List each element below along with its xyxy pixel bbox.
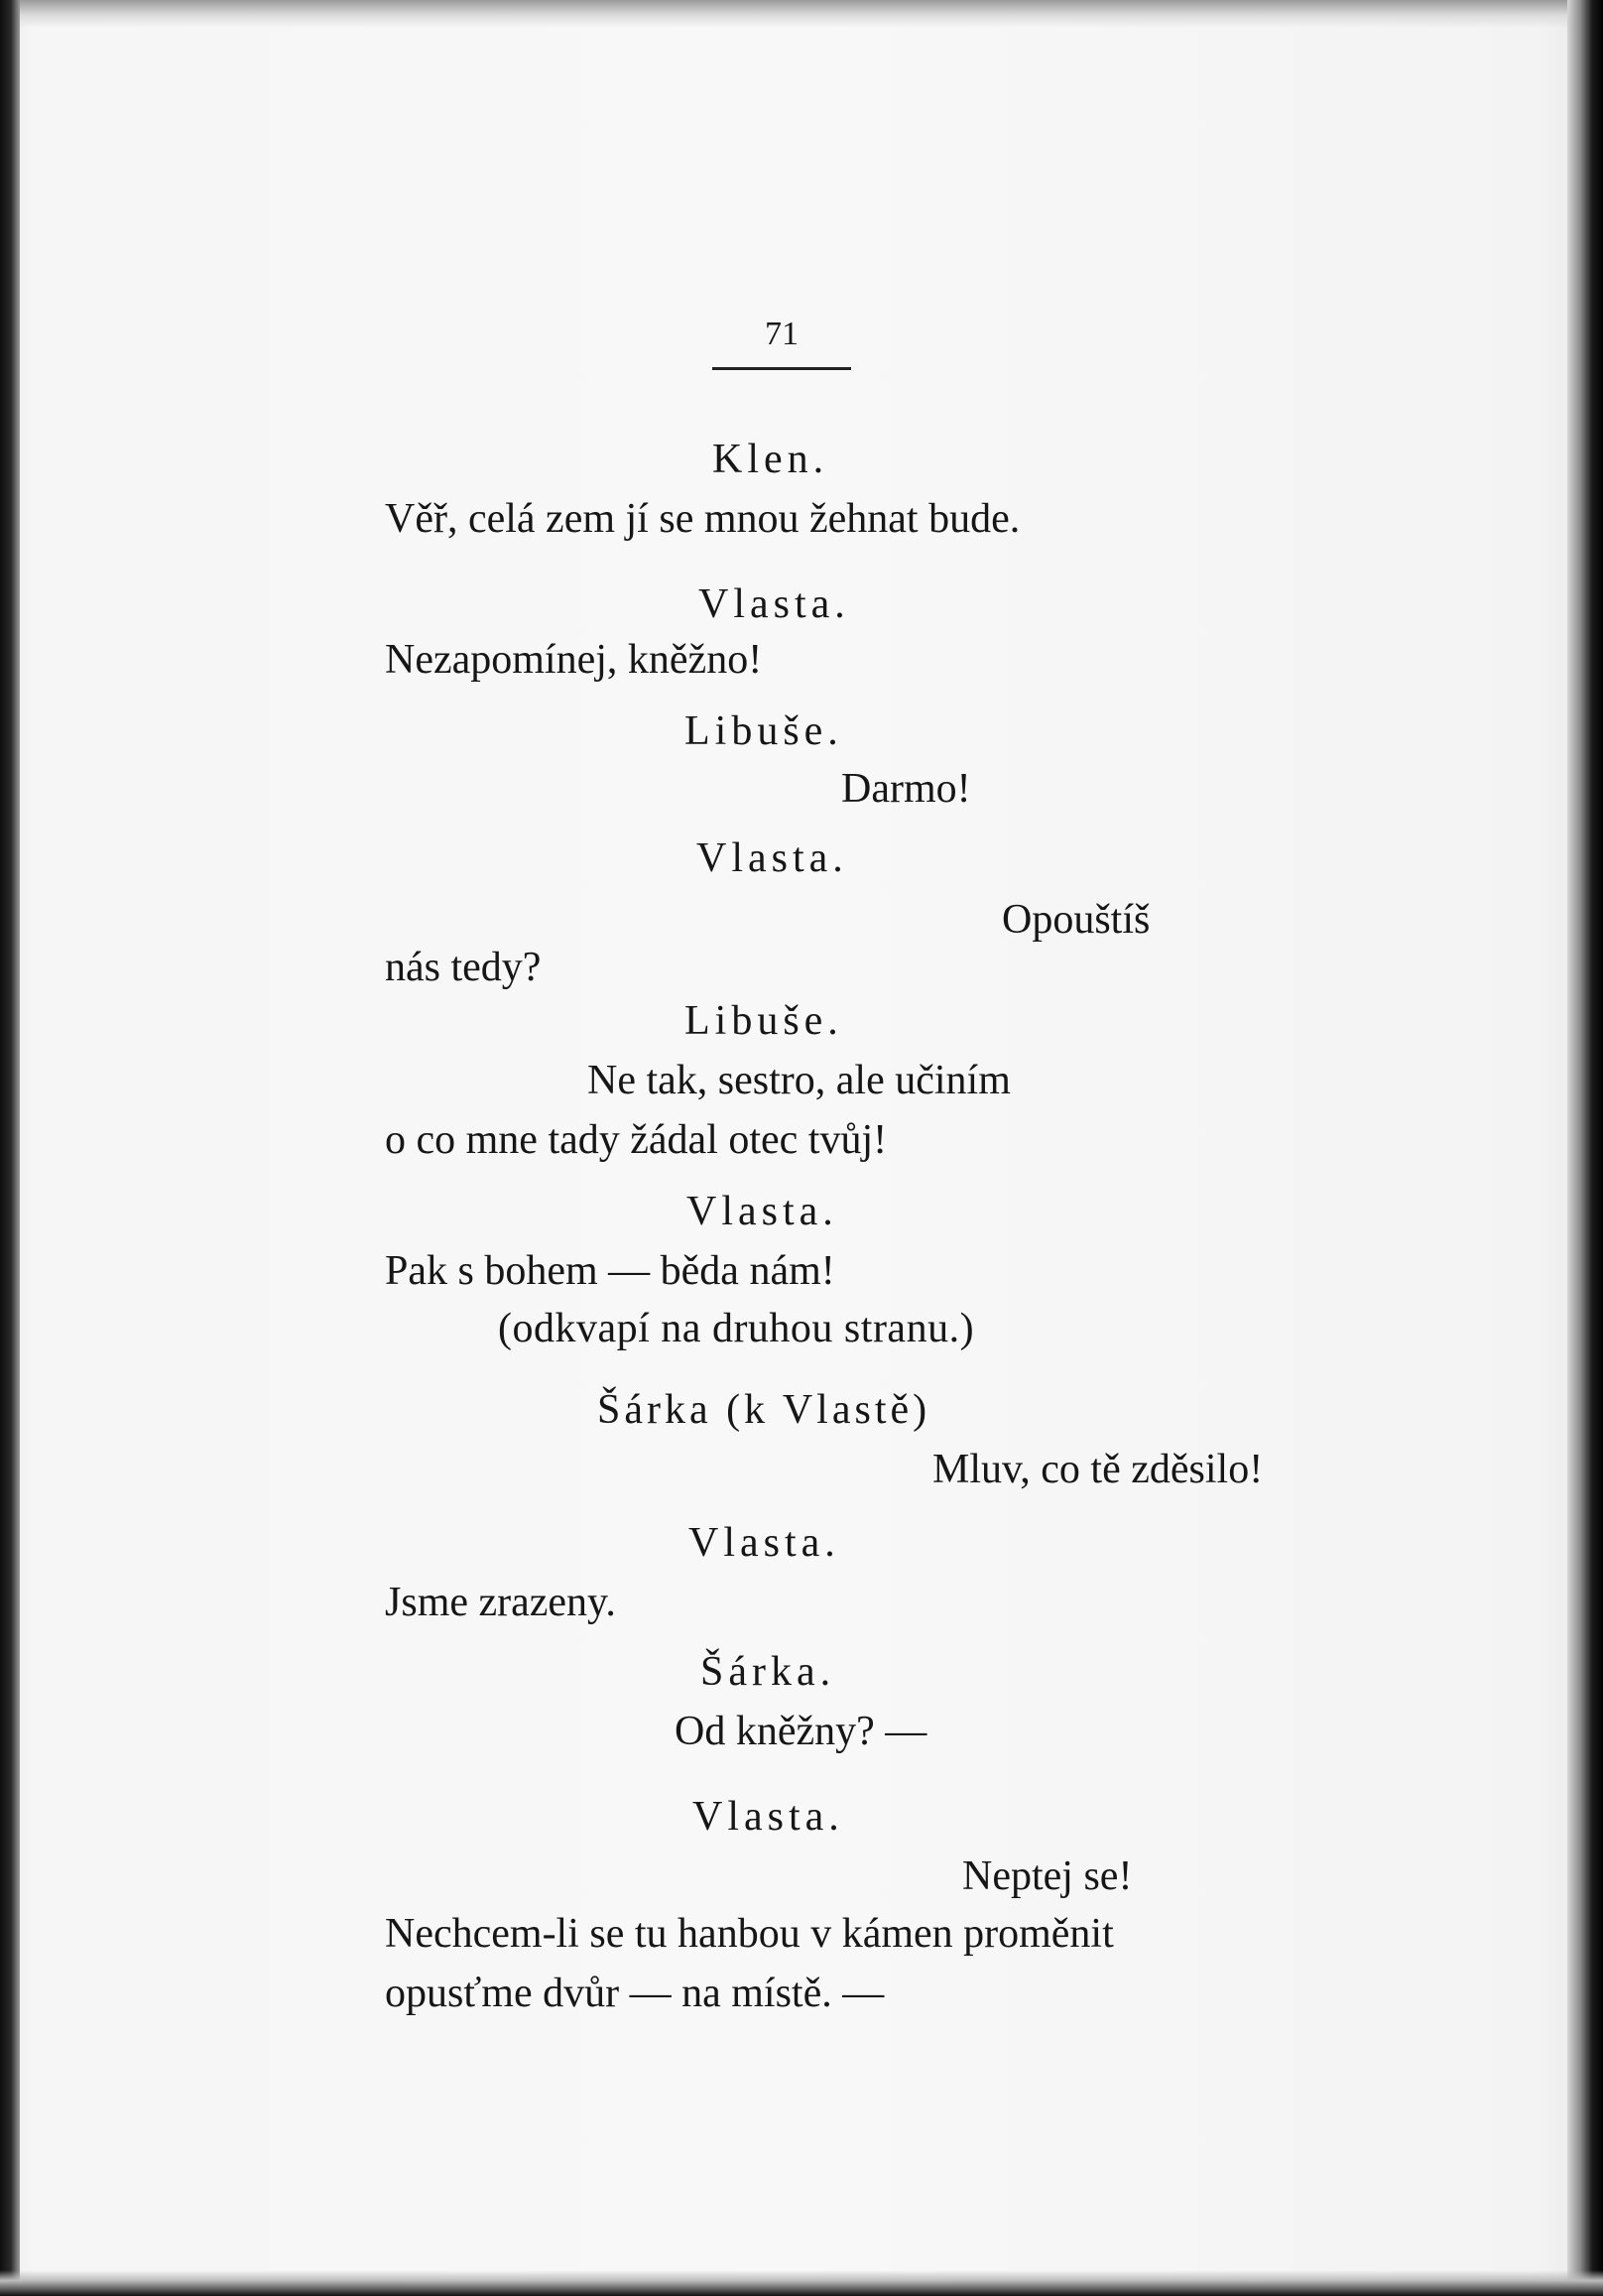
stage-direction: (odkvapí na druhou stranu.) <box>498 1306 975 1351</box>
page-number-rule <box>712 367 851 370</box>
dialogue-line: Jsme zrazeny. <box>385 1580 616 1625</box>
dialogue-line: o co mne tady žádal otec tvůj! <box>385 1117 888 1163</box>
dialogue-line: Pak s bohem — běda nám! <box>385 1248 835 1294</box>
page-number: 71 <box>765 316 799 352</box>
speaker-name: Vlasta. <box>692 1794 844 1840</box>
dialogue-line: nás tedy? <box>385 945 542 990</box>
dialogue-line: Od kněžny? — <box>675 1709 927 1754</box>
speaker-name: Šárka. <box>700 1649 836 1695</box>
dialogue-line: Nezapomínej, kněžno! <box>385 637 763 683</box>
speaker-name: Šárka (k Vlastě) <box>597 1387 931 1433</box>
dialogue-line: Věř, celá zem jí se mnou žehnat bude. <box>385 496 1021 542</box>
dialogue-line: Opouštíš <box>1002 897 1151 943</box>
speaker-name: Vlasta. <box>686 1189 838 1234</box>
dialogue-line: Nechcem-li se tu hanbou v kámen proměnit <box>385 1911 1114 1957</box>
speaker-name: Vlasta. <box>688 1520 840 1566</box>
dialogue-line: Mluv, co tě zděsilo! <box>932 1447 1264 1492</box>
page-top-shadow <box>20 0 1567 28</box>
speaker-name: Libuše. <box>684 708 843 754</box>
dialogue-line: opusťme dvůr — na místě. — <box>385 1971 885 2016</box>
dialogue-line: Ne tak, sestro, ale učiním <box>587 1058 1011 1103</box>
page-binding-edge <box>0 0 20 2296</box>
dialogue-line: Darmo! <box>841 766 971 812</box>
speaker-name: Vlasta. <box>696 835 848 881</box>
speaker-name: Vlasta. <box>698 581 850 627</box>
page-right-edge <box>1567 0 1603 2296</box>
speaker-name: Klen. <box>712 437 829 482</box>
dialogue-line: Neptej se! <box>962 1853 1133 1899</box>
speaker-name: Libuše. <box>684 998 843 1044</box>
page-bottom-edge <box>0 2270 1603 2296</box>
